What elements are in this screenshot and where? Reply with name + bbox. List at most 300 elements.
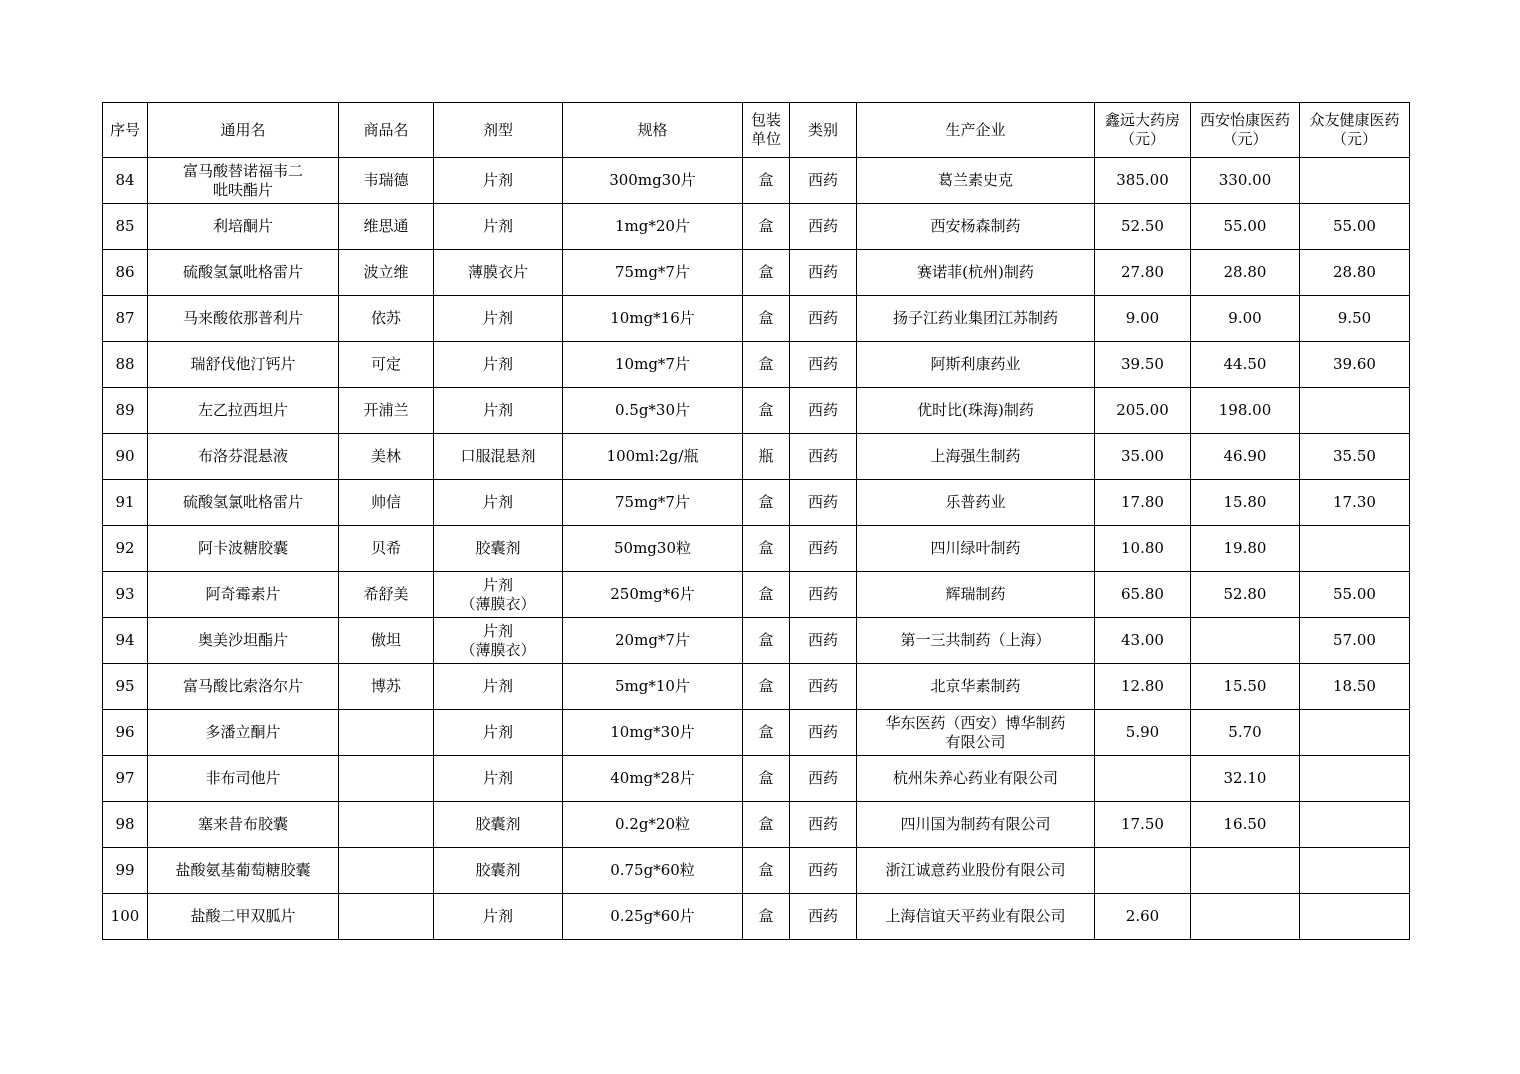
header-price-xinyuan-line: （元） — [1119, 130, 1165, 148]
cell-package-unit-line: 盒 — [758, 493, 774, 511]
cell-manufacturer — [857, 664, 1095, 710]
cell-manufacturer — [857, 296, 1095, 342]
table-row — [103, 618, 1410, 664]
cell-index-line: 98 — [115, 815, 135, 833]
cell-price-xinyuan-line: 52.50 — [1121, 217, 1164, 235]
header-price-zhongyou — [1300, 103, 1410, 158]
table-row — [103, 664, 1410, 710]
cell-generic-name — [148, 894, 339, 940]
cell-index-line: 90 — [115, 447, 135, 465]
header-package-unit-line: 单位 — [750, 130, 781, 148]
cell-manufacturer-line: 四川绿叶制药 — [930, 539, 1021, 557]
cell-dosage-form — [434, 756, 563, 802]
cell-dosage-form-line: 片剂 — [482, 355, 513, 373]
table-row — [103, 572, 1410, 618]
header-price-xinyuan-line: 鑫远大药房 — [1104, 111, 1180, 129]
cell-price-xian-yikang — [1191, 756, 1300, 802]
cell-generic-name — [148, 250, 339, 296]
cell-generic-name-line: 富马酸替诺福韦二 — [182, 161, 303, 180]
cell-generic-name-line: 富马酸比索洛尔片 — [182, 677, 303, 695]
cell-specification-line: 40mg*28片 — [610, 769, 695, 787]
table-header — [103, 103, 1410, 158]
cell-price-xinyuan-line: 39.50 — [1121, 355, 1164, 373]
cell-price-zhongyou-line: 17.30 — [1333, 493, 1376, 511]
cell-dosage-form — [434, 204, 563, 250]
cell-package-unit-line: 盒 — [758, 769, 774, 787]
cell-manufacturer-line: 上海信谊天平药业有限公司 — [885, 907, 1066, 925]
cell-package-unit — [743, 480, 790, 526]
cell-price-xian-yikang-line: 198.00 — [1218, 401, 1272, 419]
cell-price-xinyuan — [1095, 572, 1191, 618]
cell-generic-name-line: 布洛芬混悬液 — [197, 447, 288, 465]
cell-index — [103, 848, 148, 894]
header-price-xian-yikang-line: （元） — [1222, 130, 1268, 148]
cell-generic-name-line: 塞来昔布胶囊 — [197, 815, 288, 833]
cell-brand-name — [339, 434, 434, 480]
cell-package-unit — [743, 618, 790, 664]
cell-manufacturer-line: 乐普药业 — [945, 493, 1006, 511]
cell-index-line: 97 — [115, 769, 135, 787]
cell-price-xinyuan — [1095, 848, 1191, 894]
cell-category-line: 西药 — [807, 539, 838, 557]
cell-category — [790, 802, 857, 848]
cell-manufacturer-line: 西安杨森制药 — [930, 217, 1021, 235]
cell-category-line: 西药 — [807, 263, 838, 281]
header-generic-name — [148, 103, 339, 158]
cell-dosage-form — [434, 342, 563, 388]
cell-manufacturer-line: 赛诺菲(杭州)制药 — [917, 263, 1034, 281]
cell-package-unit-line: 盒 — [758, 217, 774, 235]
cell-category — [790, 572, 857, 618]
cell-price-xian-yikang — [1191, 480, 1300, 526]
cell-price-zhongyou — [1300, 802, 1410, 848]
cell-manufacturer — [857, 618, 1095, 664]
cell-category — [790, 664, 857, 710]
cell-brand-name-line: 希舒美 — [363, 585, 409, 603]
cell-category-line: 西药 — [807, 723, 838, 741]
cell-brand-name-line: 可定 — [370, 355, 401, 373]
cell-specification-line: 50mg30粒 — [614, 539, 691, 557]
header-brand-name-line: 商品名 — [363, 120, 409, 139]
cell-price-xinyuan-line: 17.80 — [1121, 493, 1164, 511]
cell-price-xian-yikang-line: 44.50 — [1223, 355, 1267, 373]
cell-price-zhongyou — [1300, 250, 1410, 296]
cell-price-xian-yikang-line: 46.90 — [1223, 447, 1267, 465]
cell-price-xian-yikang-line: 15.80 — [1223, 493, 1267, 511]
cell-generic-name — [148, 802, 339, 848]
table-row — [103, 158, 1410, 204]
cell-generic-name-line: 盐酸二甲双胍片 — [190, 907, 296, 925]
cell-generic-name-line: 硫酸氢氯吡格雷片 — [182, 263, 303, 281]
cell-generic-name — [148, 342, 339, 388]
cell-brand-name-line: 波立维 — [363, 263, 409, 281]
cell-category — [790, 204, 857, 250]
cell-package-unit — [743, 664, 790, 710]
cell-package-unit — [743, 434, 790, 480]
cell-index-line: 94 — [115, 631, 135, 649]
cell-dosage-form — [434, 664, 563, 710]
cell-package-unit-line: 盒 — [758, 723, 774, 741]
cell-package-unit — [743, 848, 790, 894]
table-row — [103, 204, 1410, 250]
cell-category — [790, 296, 857, 342]
cell-price-xinyuan — [1095, 480, 1191, 526]
cell-price-xinyuan — [1095, 158, 1191, 204]
cell-manufacturer-line: 阿斯利康药业 — [930, 355, 1021, 373]
cell-price-xian-yikang-line: 15.50 — [1223, 677, 1267, 695]
cell-generic-name — [148, 158, 339, 204]
cell-price-zhongyou-line: 35.50 — [1333, 447, 1376, 465]
cell-price-xinyuan — [1095, 434, 1191, 480]
cell-brand-name-line: 开浦兰 — [363, 401, 409, 419]
cell-brand-name — [339, 894, 434, 940]
cell-index — [103, 342, 148, 388]
cell-generic-name-line: 阿奇霉素片 — [205, 585, 281, 603]
cell-generic-name — [148, 572, 339, 618]
cell-generic-name-line: 左乙拉西坦片 — [197, 401, 288, 419]
cell-price-xinyuan — [1095, 296, 1191, 342]
cell-price-xian-yikang-line: 28.80 — [1223, 263, 1267, 281]
cell-dosage-form-line: 胶囊剂 — [475, 539, 521, 557]
cell-price-xinyuan — [1095, 664, 1191, 710]
cell-specification-line: 0.75g*60粒 — [610, 861, 695, 879]
cell-dosage-form-line: 胶囊剂 — [475, 815, 521, 833]
header-category-line: 类别 — [807, 120, 838, 139]
cell-generic-name — [148, 756, 339, 802]
cell-price-xian-yikang-line: 52.80 — [1223, 585, 1267, 603]
cell-category-line: 西药 — [807, 401, 838, 419]
cell-price-xian-yikang — [1191, 618, 1300, 664]
cell-manufacturer — [857, 342, 1095, 388]
cell-price-zhongyou — [1300, 618, 1410, 664]
cell-specification — [563, 802, 743, 848]
cell-dosage-form-line: 片剂 — [482, 493, 513, 511]
cell-price-zhongyou-line: 28.80 — [1333, 263, 1376, 281]
cell-specification — [563, 296, 743, 342]
cell-price-zhongyou — [1300, 434, 1410, 480]
cell-brand-name — [339, 480, 434, 526]
cell-manufacturer — [857, 526, 1095, 572]
cell-dosage-form-line: 口服混悬剂 — [460, 447, 536, 465]
cell-generic-name — [148, 848, 339, 894]
cell-dosage-form-line: 片剂 — [482, 723, 513, 741]
cell-specification-line: 10mg*16片 — [610, 309, 695, 327]
cell-index — [103, 618, 148, 664]
table-row — [103, 756, 1410, 802]
cell-manufacturer — [857, 848, 1095, 894]
cell-price-zhongyou-line: 39.60 — [1333, 355, 1376, 373]
table-row — [103, 802, 1410, 848]
cell-price-zhongyou — [1300, 204, 1410, 250]
cell-category-line: 西药 — [807, 447, 838, 465]
cell-price-xian-yikang-line: 32.10 — [1223, 769, 1267, 787]
cell-price-xian-yikang — [1191, 526, 1300, 572]
cell-price-xian-yikang — [1191, 434, 1300, 480]
cell-brand-name — [339, 204, 434, 250]
cell-manufacturer-line: 有限公司 — [945, 732, 1006, 751]
cell-manufacturer-line: 上海强生制药 — [930, 447, 1021, 465]
header-price-zhongyou-line: 众友健康医药 — [1309, 111, 1400, 129]
cell-price-zhongyou — [1300, 296, 1410, 342]
cell-manufacturer — [857, 250, 1095, 296]
cell-package-unit-line: 盒 — [758, 677, 774, 695]
cell-specification — [563, 526, 743, 572]
cell-package-unit-line: 瓶 — [758, 447, 774, 465]
cell-price-xian-yikang — [1191, 894, 1300, 940]
header-specification-line: 规格 — [637, 120, 668, 139]
cell-generic-name-line: 吡呋酯片 — [212, 180, 273, 199]
cell-generic-name — [148, 388, 339, 434]
cell-index-line: 86 — [115, 263, 135, 281]
cell-price-xinyuan-line: 10.80 — [1121, 539, 1164, 557]
cell-generic-name-line: 奥美沙坦酯片 — [197, 631, 288, 649]
cell-manufacturer — [857, 434, 1095, 480]
cell-dosage-form — [434, 618, 563, 664]
cell-index — [103, 388, 148, 434]
cell-generic-name-line: 阿卡波糖胶囊 — [197, 539, 288, 557]
cell-index-line: 84 — [115, 171, 135, 189]
cell-index — [103, 526, 148, 572]
cell-index — [103, 434, 148, 480]
cell-category — [790, 480, 857, 526]
cell-manufacturer — [857, 572, 1095, 618]
cell-specification-line: 20mg*7片 — [615, 631, 690, 649]
table-row — [103, 526, 1410, 572]
cell-category-line: 西药 — [807, 861, 838, 879]
cell-index-line: 100 — [110, 907, 140, 925]
cell-dosage-form-line: 片剂 — [482, 907, 513, 925]
cell-specification-line: 10mg*30片 — [610, 723, 695, 741]
cell-brand-name — [339, 618, 434, 664]
cell-category-line: 西药 — [807, 631, 838, 649]
cell-manufacturer-line: 浙江诚意药业股份有限公司 — [885, 861, 1066, 879]
cell-brand-name — [339, 848, 434, 894]
cell-price-zhongyou — [1300, 848, 1410, 894]
cell-specification-line: 1mg*20片 — [615, 217, 690, 235]
cell-brand-name-line: 韦瑞德 — [363, 171, 409, 189]
cell-price-xinyuan-line: 35.00 — [1121, 447, 1164, 465]
cell-index — [103, 480, 148, 526]
cell-category — [790, 756, 857, 802]
cell-dosage-form-line: 片剂 — [482, 171, 513, 189]
cell-dosage-form-line: （薄膜衣） — [460, 594, 536, 613]
cell-manufacturer — [857, 388, 1095, 434]
cell-dosage-form — [434, 480, 563, 526]
cell-brand-name-line: 美林 — [370, 447, 401, 465]
cell-brand-name — [339, 526, 434, 572]
cell-price-xinyuan-line: 205.00 — [1116, 401, 1169, 419]
cell-brand-name-line: 贝希 — [370, 539, 401, 557]
cell-price-xian-yikang — [1191, 572, 1300, 618]
cell-package-unit — [743, 250, 790, 296]
cell-category-line: 西药 — [807, 677, 838, 695]
cell-category-line: 西药 — [807, 493, 838, 511]
cell-price-xian-yikang — [1191, 158, 1300, 204]
cell-specification-line: 0.2g*20粒 — [614, 815, 691, 833]
cell-dosage-form-line: 片剂 — [482, 309, 513, 327]
cell-specification — [563, 158, 743, 204]
cell-index-line: 87 — [115, 309, 135, 327]
cell-price-xinyuan-line: 9.00 — [1125, 309, 1160, 327]
cell-manufacturer — [857, 710, 1095, 756]
cell-specification-line: 0.25g*60片 — [610, 907, 695, 925]
cell-manufacturer — [857, 204, 1095, 250]
cell-specification-line: 0.5g*30片 — [614, 401, 691, 419]
cell-index — [103, 802, 148, 848]
cell-package-unit-line: 盒 — [758, 401, 774, 419]
cell-index — [103, 250, 148, 296]
header-index — [103, 103, 148, 158]
cell-generic-name-line: 非布司他片 — [205, 769, 281, 787]
cell-price-xinyuan-line: 12.80 — [1121, 677, 1164, 695]
cell-brand-name-line: 帅信 — [370, 493, 401, 511]
cell-package-unit-line: 盒 — [758, 263, 774, 281]
cell-brand-name-line: 依苏 — [370, 309, 401, 327]
cell-price-xinyuan-line: 2.60 — [1125, 907, 1160, 925]
cell-generic-name — [148, 664, 339, 710]
cell-specification — [563, 342, 743, 388]
header-index-line: 序号 — [109, 120, 140, 139]
cell-package-unit — [743, 572, 790, 618]
cell-price-zhongyou-line: 18.50 — [1333, 677, 1376, 695]
cell-dosage-form — [434, 802, 563, 848]
cell-manufacturer — [857, 480, 1095, 526]
cell-specification — [563, 204, 743, 250]
cell-brand-name — [339, 664, 434, 710]
cell-price-xinyuan — [1095, 388, 1191, 434]
cell-category — [790, 526, 857, 572]
cell-index — [103, 296, 148, 342]
cell-category — [790, 618, 857, 664]
cell-manufacturer-line: 第一三共制药（上海） — [900, 631, 1051, 649]
cell-price-xian-yikang — [1191, 250, 1300, 296]
price-table — [102, 102, 1410, 940]
cell-index-line: 85 — [115, 217, 135, 235]
cell-specification — [563, 572, 743, 618]
table-row — [103, 434, 1410, 480]
cell-price-zhongyou-line: 55.00 — [1333, 585, 1376, 603]
header-price-xian-yikang — [1191, 103, 1300, 158]
table-row — [103, 296, 1410, 342]
cell-price-xian-yikang — [1191, 296, 1300, 342]
cell-index — [103, 664, 148, 710]
cell-specification-line: 250mg*6片 — [610, 585, 695, 603]
cell-package-unit-line: 盒 — [758, 309, 774, 327]
cell-price-xian-yikang-line: 55.00 — [1223, 217, 1267, 235]
cell-price-xinyuan-line: 5.90 — [1125, 723, 1160, 741]
cell-specification — [563, 618, 743, 664]
cell-index — [103, 204, 148, 250]
cell-specification-line: 10mg*7片 — [615, 355, 690, 373]
cell-index-line: 95 — [115, 677, 135, 695]
cell-price-xian-yikang — [1191, 710, 1300, 756]
cell-category-line: 西药 — [807, 585, 838, 603]
cell-specification — [563, 848, 743, 894]
cell-generic-name-line: 马来酸依那普利片 — [182, 309, 303, 327]
cell-price-zhongyou-line: 57.00 — [1333, 631, 1376, 649]
cell-price-xian-yikang-line: 330.00 — [1218, 171, 1272, 189]
cell-category-line: 西药 — [807, 815, 838, 833]
cell-dosage-form — [434, 250, 563, 296]
cell-brand-name-line: 博苏 — [370, 677, 401, 695]
header-specification — [563, 103, 743, 158]
cell-generic-name — [148, 434, 339, 480]
cell-package-unit — [743, 802, 790, 848]
cell-brand-name — [339, 342, 434, 388]
cell-price-zhongyou — [1300, 756, 1410, 802]
cell-brand-name — [339, 158, 434, 204]
cell-manufacturer-line: 杭州朱养心药业有限公司 — [892, 769, 1058, 787]
cell-dosage-form-line: 片剂 — [482, 401, 513, 419]
header-package-unit-line: 包装 — [750, 111, 781, 129]
cell-dosage-form — [434, 894, 563, 940]
cell-price-zhongyou — [1300, 158, 1410, 204]
cell-price-zhongyou — [1300, 388, 1410, 434]
cell-package-unit — [743, 388, 790, 434]
cell-category — [790, 388, 857, 434]
table-row — [103, 342, 1410, 388]
cell-dosage-form-line: 薄膜衣片 — [467, 263, 528, 281]
cell-specification — [563, 664, 743, 710]
cell-price-xinyuan-line: 17.50 — [1121, 815, 1164, 833]
cell-generic-name-line: 硫酸氢氯吡格雷片 — [182, 493, 303, 511]
cell-price-xinyuan — [1095, 526, 1191, 572]
cell-generic-name-line: 瑞舒伐他汀钙片 — [190, 355, 296, 373]
cell-category — [790, 848, 857, 894]
cell-category-line: 西药 — [807, 907, 838, 925]
cell-brand-name — [339, 710, 434, 756]
cell-manufacturer-line: 扬子江药业集团江苏制药 — [892, 309, 1058, 327]
cell-specification — [563, 388, 743, 434]
cell-package-unit — [743, 526, 790, 572]
cell-specification-line: 100ml:2g/瓶 — [606, 447, 699, 465]
cell-category — [790, 894, 857, 940]
cell-package-unit — [743, 894, 790, 940]
cell-category — [790, 434, 857, 480]
cell-specification — [563, 434, 743, 480]
cell-price-xinyuan — [1095, 710, 1191, 756]
cell-price-xinyuan — [1095, 894, 1191, 940]
cell-price-xian-yikang — [1191, 848, 1300, 894]
cell-package-unit — [743, 158, 790, 204]
table-row — [103, 388, 1410, 434]
cell-package-unit — [743, 296, 790, 342]
cell-specification — [563, 710, 743, 756]
header-price-xian-yikang-line: 西安怡康医药 — [1199, 111, 1290, 129]
cell-brand-name — [339, 756, 434, 802]
cell-price-xian-yikang-line: 16.50 — [1223, 815, 1267, 833]
cell-generic-name-line: 多潘立酮片 — [205, 723, 281, 741]
cell-manufacturer-line: 北京华素制药 — [930, 677, 1021, 695]
table-row — [103, 250, 1410, 296]
header-generic-name-line: 通用名 — [220, 120, 266, 139]
header-dosage-form — [434, 103, 563, 158]
cell-dosage-form-line: （薄膜衣） — [460, 640, 536, 659]
cell-dosage-form — [434, 572, 563, 618]
cell-price-xinyuan — [1095, 802, 1191, 848]
cell-package-unit-line: 盒 — [758, 861, 774, 879]
cell-price-zhongyou — [1300, 664, 1410, 710]
cell-specification-line: 75mg*7片 — [615, 263, 690, 281]
cell-index — [103, 894, 148, 940]
cell-manufacturer-line: 辉瑞制药 — [945, 585, 1006, 603]
cell-index-line: 93 — [115, 585, 135, 603]
cell-dosage-form-line: 片剂 — [482, 217, 513, 235]
header-price-xinyuan — [1095, 103, 1191, 158]
cell-price-zhongyou — [1300, 342, 1410, 388]
cell-manufacturer-line: 优时比(珠海)制药 — [917, 401, 1034, 419]
cell-dosage-form-line: 片剂 — [482, 575, 513, 594]
